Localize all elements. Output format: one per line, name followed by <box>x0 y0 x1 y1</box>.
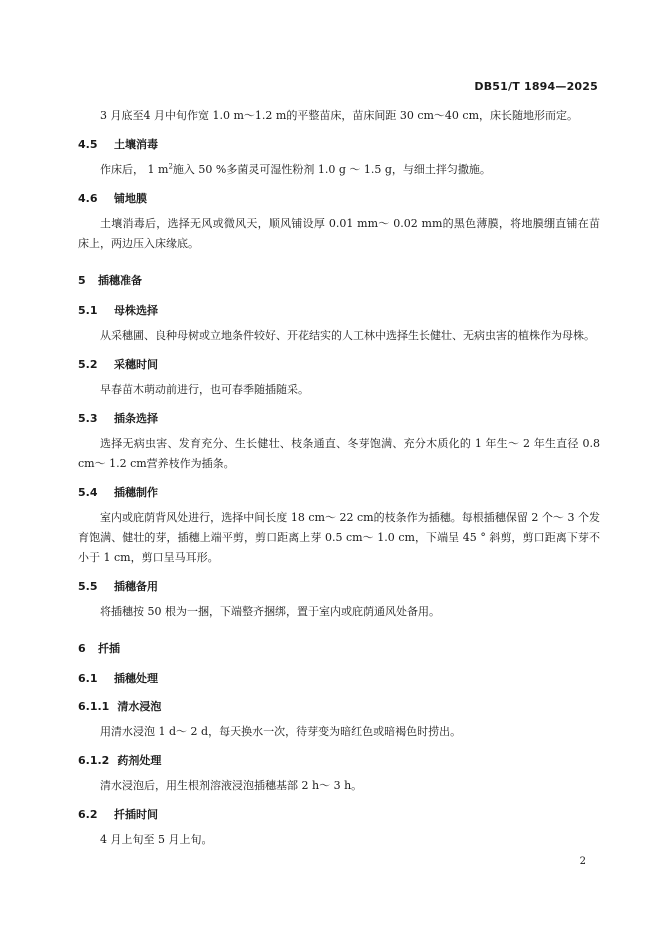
section-title: 插穗处理 <box>114 672 158 685</box>
document-body <box>78 106 600 856</box>
section-title: 采穗时间 <box>114 358 158 371</box>
section-number: 5.1 <box>78 304 98 317</box>
section-title: 插穗准备 <box>98 274 142 287</box>
section-title: 药剂处理 <box>117 754 162 767</box>
heading-5 <box>78 272 600 290</box>
text-part: 施入 50 %多菌灵可湿性粉剂 1.0 g ～ 1.5 g，与细土拌匀撒施。 <box>172 163 491 176</box>
section-number: 6.1.1 <box>78 700 110 713</box>
heading-5-5 <box>78 578 600 596</box>
paragraph-5-3: 选择无病虫害、发育充分、生长健壮、枝条通直、冬芽饱满、充分木质化的 1 年生～ 2 年生直径 0.8 cm～ 1.2 cm营养枝作为插条。 <box>78 437 600 470</box>
section-title: 铺地膜 <box>114 192 147 205</box>
paragraph-5-5: 将插穗按 50 根为一捆，下端整齐捆绑，置于室内或庇荫通风处备用。 <box>100 605 440 618</box>
section-number: 6.2 <box>78 808 98 821</box>
heading-6-1-2 <box>78 752 600 770</box>
heading-6-2 <box>78 806 600 824</box>
superscript: 2 <box>168 162 173 171</box>
section-title: 土壤消毒 <box>114 138 158 151</box>
section-title: 清水浸泡 <box>117 700 162 713</box>
heading-5-4 <box>78 484 600 502</box>
paragraph-5-4: 室内或庇荫背风处进行，选择中间长度 18 cm～ 22 cm的枝条作为插穗。每根插穗保留 2 个～ 3 个发育饱满、健壮的芽，插穗上端平剪，剪口距离上芽 0.5 cm～ 1.0 cm，下端呈 45 ° 斜剪，剪口距离下芽不小于 1 cm，剪口呈马耳形。 <box>78 511 600 564</box>
section-number: 5.4 <box>78 486 98 499</box>
section-number: 6.1 <box>78 672 98 685</box>
paragraph-5-2: 早春苗木萌动前进行，也可春季随插随采。 <box>100 383 309 396</box>
section-number: 5.2 <box>78 358 98 371</box>
section-number: 4.5 <box>78 138 98 151</box>
section-number: 6 <box>78 642 86 655</box>
paragraph-6-2: 4 月上旬至 5 月上旬。 <box>100 833 213 846</box>
heading-4-5 <box>78 136 600 154</box>
paragraph-6-1-2: 清水浸泡后，用生根剂溶液浸泡插穗基部 2 h～ 3 h。 <box>100 779 363 792</box>
page-number: 2 <box>579 856 586 867</box>
text-part: 作床后， 1 m <box>100 163 169 176</box>
heading-4-6 <box>78 190 600 208</box>
heading-6 <box>78 640 600 658</box>
intro-paragraph: 3 月底至4 月中旬作宽 1.0 m～1.2 m的平整苗床，苗床间距 30 cm～40 cm，床长随地形而定。 <box>100 109 578 122</box>
section-title: 插穗制作 <box>114 486 158 499</box>
section-number: 5.5 <box>78 580 98 593</box>
section-number: 5 <box>78 274 86 287</box>
section-title: 扦插 <box>98 642 120 655</box>
section-title: 扦插时间 <box>114 808 158 821</box>
heading-6-1 <box>78 670 600 688</box>
section-title: 插穗备用 <box>114 580 158 593</box>
paragraph-4-6: 土壤消毒后，选择无风或微风天，顺风铺设厚 0.01 mm～ 0.02 mm的黑色薄膜，将地膜绷直铺在苗床上，两边压入床缘底。 <box>78 217 600 250</box>
section-number: 4.6 <box>78 192 98 205</box>
heading-5-2 <box>78 356 600 374</box>
heading-6-1-1 <box>78 698 600 716</box>
heading-5-1 <box>78 302 600 320</box>
section-number: 6.1.2 <box>78 754 110 767</box>
paragraph-4-5 <box>78 160 600 180</box>
section-number: 5.3 <box>78 412 98 425</box>
document-code: DB51/T 1894—2025 <box>474 80 598 93</box>
section-title: 母株选择 <box>114 304 158 317</box>
paragraph-5-1: 从采穗圃、良种母树或立地条件较好、开花结实的人工林中选择生长健壮、无病虫害的植株作为母株。 <box>100 329 595 342</box>
heading-5-3 <box>78 410 600 428</box>
paragraph-6-1-1: 用清水浸泡 1 d～ 2 d，每天换水一次，待芽变为暗红色或暗褐色时捞出。 <box>100 725 462 738</box>
section-title: 插条选择 <box>114 412 158 425</box>
